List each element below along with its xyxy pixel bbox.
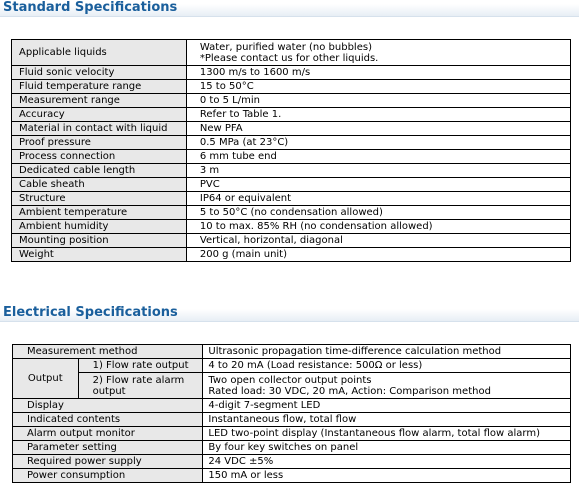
section-title-electrical: Electrical Specifications <box>3 305 178 320</box>
row-label: Applicable liquids <box>12 40 187 66</box>
table-row <box>13 345 571 359</box>
standard-spec-table <box>11 39 571 262</box>
table-row <box>12 66 571 80</box>
row-value: 3 m <box>186 164 570 178</box>
table-row <box>13 469 571 483</box>
row-value: 1300 m/s to 1600 m/s <box>186 66 570 80</box>
output-label: Output <box>13 359 79 399</box>
row-value <box>186 40 570 66</box>
table-row <box>12 192 571 206</box>
row-value: LED two-point display (Instantaneous flow alarm, total flow alarm) <box>203 427 571 441</box>
row-label: Measurement method <box>13 345 203 359</box>
table-row <box>12 220 571 234</box>
row-label <box>78 373 203 399</box>
table-row <box>13 441 571 455</box>
table-row <box>12 122 571 136</box>
table-row <box>12 206 571 220</box>
row-label: Cable sheath <box>12 178 187 192</box>
table-row <box>13 359 571 373</box>
table-row <box>13 373 571 399</box>
row-value: 0.5 MPa (at 23°C) <box>186 136 570 150</box>
row-label: Fluid temperature range <box>12 80 187 94</box>
row-value-line: *Please contact us for other liquids. <box>199 52 379 64</box>
row-label: Ambient temperature <box>12 206 187 220</box>
row-label: Fluid sonic velocity <box>12 66 187 80</box>
table-row <box>13 455 571 469</box>
row-label: Required power supply <box>13 455 203 469</box>
row-value: Ultrasonic propagation time-difference calculation method <box>203 345 571 359</box>
table-row <box>12 248 571 262</box>
row-value: PVC <box>186 178 570 192</box>
row-value: IP64 or equivalent <box>186 192 570 206</box>
row-label-line: 2) Flow rate alarm <box>92 374 185 386</box>
row-value-line: Two open collector output points <box>208 374 372 386</box>
row-value: 15 to 50°C <box>186 80 570 94</box>
row-label: Indicated contents <box>13 413 203 427</box>
row-value: Vertical, horizontal, diagonal <box>186 234 570 248</box>
table-row <box>12 178 571 192</box>
row-value: Refer to Table 1. <box>186 108 570 122</box>
row-value: 10 to max. 85% RH (no condensation allowed) <box>186 220 570 234</box>
row-label: Ambient humidity <box>12 220 187 234</box>
row-value <box>203 373 571 399</box>
row-label: Structure <box>12 192 187 206</box>
row-label-line: output <box>92 385 126 397</box>
row-label: Display <box>13 399 203 413</box>
row-label: Weight <box>12 248 187 262</box>
row-value: 24 VDC ±5% <box>203 455 571 469</box>
row-value: New PFA <box>186 122 570 136</box>
row-value: Instantaneous flow, total flow <box>203 413 571 427</box>
electrical-spec-table <box>12 344 571 483</box>
row-label: Dedicated cable length <box>12 164 187 178</box>
row-label: Process connection <box>12 150 187 164</box>
row-label: Measurement range <box>12 94 187 108</box>
row-value: 150 mA or less <box>203 469 571 483</box>
table-row <box>12 164 571 178</box>
row-label: Proof pressure <box>12 136 187 150</box>
row-label: Alarm output monitor <box>13 427 203 441</box>
row-value: 200 g (main unit) <box>186 248 570 262</box>
row-value-line: Water, purified water (no bubbles) <box>199 41 372 53</box>
row-value: 0 to 5 L/min <box>186 94 570 108</box>
row-label: 1) Flow rate output <box>78 359 203 373</box>
table-row <box>12 234 571 248</box>
table-row <box>12 136 571 150</box>
table-row <box>12 40 571 66</box>
row-value: By four key switches on panel <box>203 441 571 455</box>
table-row <box>12 108 571 122</box>
section-title-standard: Standard Specifications <box>3 0 178 15</box>
row-label: Power consumption <box>13 469 203 483</box>
table-row <box>12 80 571 94</box>
row-label: Accuracy <box>12 108 187 122</box>
table-row <box>13 413 571 427</box>
row-value: 4 to 20 mA (Load resistance: 500Ω or less) <box>203 359 571 373</box>
table-row <box>13 399 571 413</box>
table-row <box>12 94 571 108</box>
row-value-line: Rated load: 30 VDC, 20 mA, Action: Comparison method <box>208 385 491 397</box>
row-label: Parameter setting <box>13 441 203 455</box>
table-row <box>12 150 571 164</box>
row-label: Mounting position <box>12 234 187 248</box>
row-label: Material in contact with liquid <box>12 122 187 136</box>
row-value: 6 mm tube end <box>186 150 570 164</box>
table-row <box>13 427 571 441</box>
row-value: 4-digit 7-segment LED <box>203 399 571 413</box>
row-value: 5 to 50°C (no condensation allowed) <box>186 206 570 220</box>
